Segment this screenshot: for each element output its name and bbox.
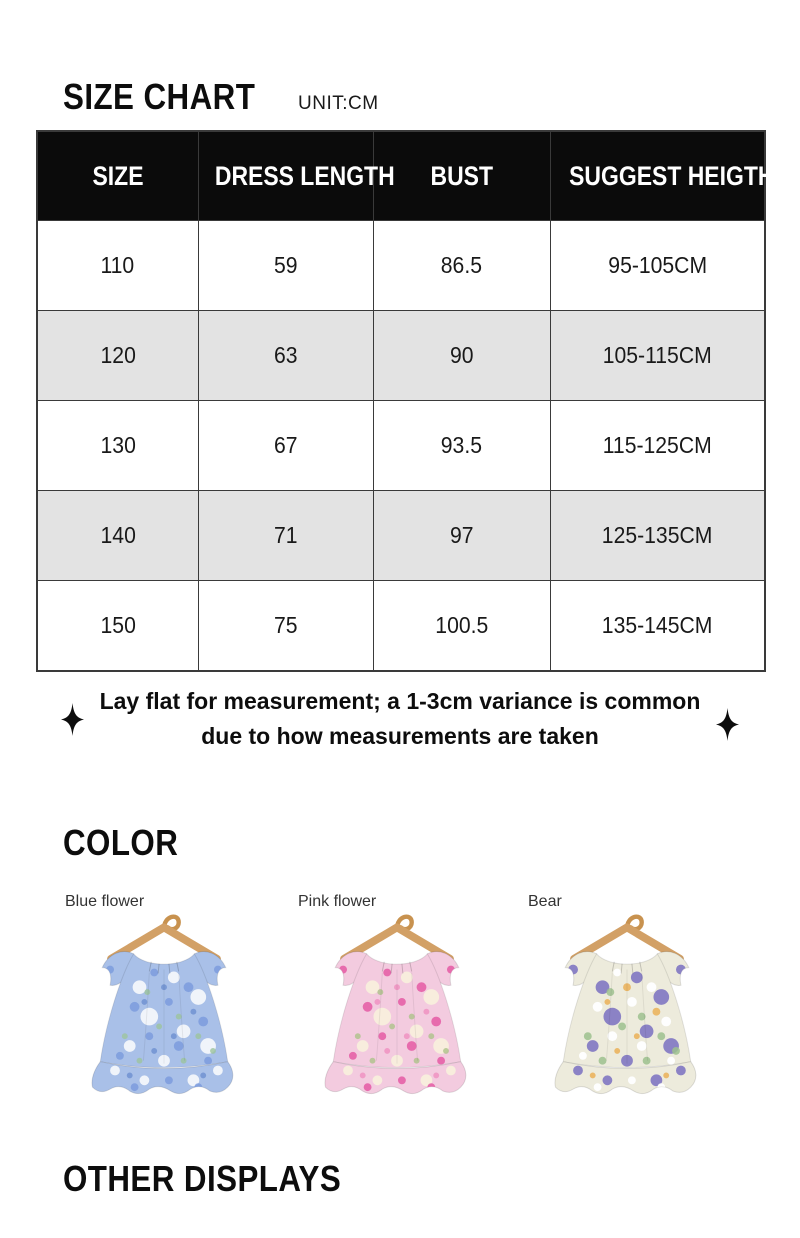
note-line-2: due to how measurements are taken: [201, 723, 599, 749]
size-chart-table: [36, 130, 774, 672]
table-row: [37, 491, 765, 581]
color-variants: [0, 893, 800, 1103]
measurement-note: [0, 684, 800, 754]
size-cell: 150: [37, 581, 198, 672]
size-cell: 140: [37, 491, 198, 581]
height-cell: 95-105CM: [550, 221, 765, 311]
size-chart-unit: UNIT:CM: [298, 93, 379, 114]
size-chart-title: SIZE CHART: [63, 76, 256, 117]
height-cell: 125-135CM: [550, 491, 765, 581]
dress-illustration-pink-flower: [308, 899, 486, 1095]
sparkle-icon: [61, 703, 84, 736]
dress-length-cell: 59: [198, 221, 373, 311]
col-header-dress-length: DRESS LENGTH: [198, 131, 373, 221]
dress-illustration-bear: [538, 899, 716, 1095]
dress-illustration-blue-flower: [75, 899, 253, 1095]
measurement-note-text: [100, 684, 701, 754]
size-cell: 130: [37, 401, 198, 491]
table-row: [37, 401, 765, 491]
other-displays-title: OTHER DISPLAYS: [63, 1158, 342, 1199]
table-row: [37, 221, 765, 311]
variant-label: Blue flower: [65, 893, 145, 910]
variant-blue-flower: [63, 893, 278, 1098]
variant-pink-flower: [296, 893, 511, 1098]
dress-length-cell: 63: [198, 311, 373, 401]
dress-length-cell: 71: [198, 491, 373, 581]
bust-cell: 90: [373, 311, 550, 401]
note-line-1: Lay flat for measurement; a 1-3cm variance is common: [99, 688, 701, 714]
col-header-bust: BUST: [373, 131, 550, 221]
bust-cell: 86.5: [373, 221, 550, 311]
variant-bear: [526, 893, 741, 1098]
bust-cell: 93.5: [373, 401, 550, 491]
table-row: [37, 581, 765, 672]
height-cell: 115-125CM: [550, 401, 765, 491]
size-cell: 110: [37, 221, 198, 311]
size-table-header-row: [37, 131, 774, 221]
bust-cell: 100.5: [373, 581, 550, 672]
bust-cell: 97: [373, 491, 550, 581]
height-cell: 135-145CM: [550, 581, 765, 672]
color-section-title: COLOR: [63, 822, 179, 863]
size-chart-header: [63, 76, 379, 118]
table-row: [37, 311, 765, 401]
height-cell: 105-115CM: [550, 311, 765, 401]
variant-label: Pink flower: [298, 893, 377, 910]
dress-length-cell: 75: [198, 581, 373, 672]
sparkle-icon: [716, 708, 739, 741]
col-header-suggest-height: SUGGEST HEIGTH: [550, 131, 765, 221]
dress-length-cell: 67: [198, 401, 373, 491]
size-cell: 120: [37, 311, 198, 401]
variant-label: Bear: [528, 893, 562, 910]
col-header-size: SIZE: [37, 131, 198, 221]
